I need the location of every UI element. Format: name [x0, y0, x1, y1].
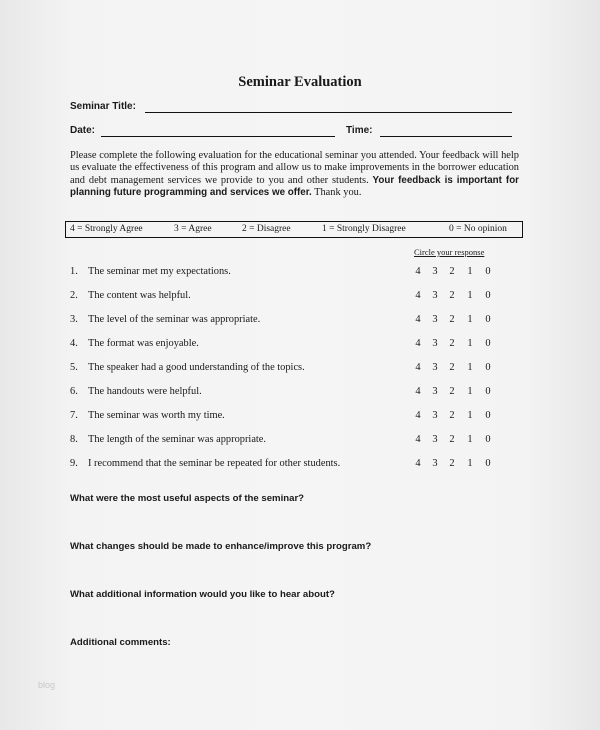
rating-option-3[interactable]: 3 [432, 338, 438, 349]
rating-option-4[interactable]: 4 [415, 434, 421, 445]
question-additional-comments: Additional comments: [70, 637, 171, 648]
rating-option-0[interactable]: 0 [485, 266, 491, 277]
rating-option-2[interactable]: 2 [449, 386, 455, 397]
intro-closing: Thank you. [314, 187, 362, 199]
time-field[interactable] [380, 136, 512, 137]
rating-option-1[interactable]: 1 [467, 434, 473, 445]
intro-text: Please complete the following evaluation for the educational seminar you attended. Your feedback will help us evaluate the effectiveness of this program and allow us to make improvements in the borrower education and debt management services we provide to you and other students. [70, 150, 519, 186]
circle-response-hint: Circle your response [414, 247, 485, 257]
rating-option-0[interactable]: 0 [485, 314, 491, 325]
intro-bold-text: Your feedback is important for planning future programming and services we offer. [70, 174, 519, 199]
rating-option-2[interactable]: 2 [449, 290, 455, 301]
evaluation-item: 5. The speaker had a good understanding of the topics. [70, 362, 305, 373]
rating-option-4[interactable]: 4 [415, 314, 421, 325]
rating-option-3[interactable]: 3 [432, 434, 438, 445]
rating-option-2[interactable]: 2 [449, 362, 455, 373]
rating-option-1[interactable]: 1 [467, 458, 473, 469]
rating-option-1[interactable]: 1 [467, 338, 473, 349]
evaluation-item: 6. The handouts were helpful. [70, 386, 202, 397]
rating-option-0[interactable]: 0 [485, 362, 491, 373]
intro-paragraph [70, 150, 519, 200]
rating-option-1[interactable]: 1 [467, 386, 473, 397]
rating-option-3[interactable]: 3 [432, 386, 438, 397]
rating-option-0[interactable]: 0 [485, 458, 491, 469]
rating-option-0[interactable]: 0 [485, 410, 491, 421]
rating-scale-legend [65, 221, 523, 238]
rating-option-0[interactable]: 0 [485, 434, 491, 445]
rating-option-0[interactable]: 0 [485, 338, 491, 349]
rating-option-2[interactable]: 2 [449, 434, 455, 445]
evaluation-item: 7. The seminar was worth my time. [70, 410, 225, 421]
rating-option-1[interactable]: 1 [467, 290, 473, 301]
question-useful-aspects: What were the most useful aspects of the seminar? [70, 493, 305, 504]
rating-option-4[interactable]: 4 [415, 266, 421, 277]
scale-strongly-disagree: 1 = Strongly Disagree [322, 224, 406, 234]
rating-option-2[interactable]: 2 [449, 266, 455, 277]
rating-option-2[interactable]: 2 [449, 458, 455, 469]
rating-option-4[interactable]: 4 [415, 386, 421, 397]
rating-option-3[interactable]: 3 [432, 290, 438, 301]
rating-option-3[interactable]: 3 [432, 362, 438, 373]
evaluation-item: 9. I recommend that the seminar be repeated for other students. [70, 458, 341, 469]
rating-option-2[interactable]: 2 [449, 314, 455, 325]
rating-option-3[interactable]: 3 [432, 458, 438, 469]
rating-option-3[interactable]: 3 [432, 314, 438, 325]
scale-agree: 3 = Agree [174, 224, 212, 234]
scale-strongly-agree: 4 = Strongly Agree [70, 224, 143, 234]
form-title: Seminar Evaluation [238, 74, 362, 90]
rating-option-3[interactable]: 3 [432, 410, 438, 421]
evaluation-item: 8. The length of the seminar was appropriate. [70, 434, 267, 445]
evaluation-item: 2. The content was helpful. [70, 290, 191, 301]
seminar-title-field[interactable] [145, 112, 512, 113]
question-changes: What changes should be made to enhance/improve this program? [70, 541, 372, 552]
rating-option-4[interactable]: 4 [415, 338, 421, 349]
rating-option-1[interactable]: 1 [467, 362, 473, 373]
time-label: Time: [346, 125, 373, 136]
date-label: Date: [70, 125, 96, 136]
seminar-title-label: Seminar Title: [70, 101, 136, 112]
rating-option-0[interactable]: 0 [485, 386, 491, 397]
evaluation-item: 4. The format was enjoyable. [70, 338, 199, 349]
rating-option-2[interactable]: 2 [449, 338, 455, 349]
evaluation-item: 1. The seminar met my expectations. [70, 266, 231, 277]
watermark-text: blog [38, 680, 56, 690]
rating-option-4[interactable]: 4 [415, 290, 421, 301]
rating-option-1[interactable]: 1 [467, 266, 473, 277]
evaluation-item: 3. The level of the seminar was appropriate. [70, 314, 261, 325]
rating-option-1[interactable]: 1 [467, 314, 473, 325]
rating-option-4[interactable]: 4 [415, 458, 421, 469]
rating-option-0[interactable]: 0 [485, 290, 491, 301]
scale-no-opinion: 0 = No opinion [449, 224, 507, 234]
rating-option-2[interactable]: 2 [449, 410, 455, 421]
rating-option-4[interactable]: 4 [415, 410, 421, 421]
rating-option-3[interactable]: 3 [432, 266, 438, 277]
question-additional-info: What additional information would you like to hear about? [70, 589, 335, 600]
date-field[interactable] [101, 136, 335, 137]
rating-option-1[interactable]: 1 [467, 410, 473, 421]
rating-option-4[interactable]: 4 [415, 362, 421, 373]
scale-disagree: 2 = Disagree [242, 224, 291, 234]
